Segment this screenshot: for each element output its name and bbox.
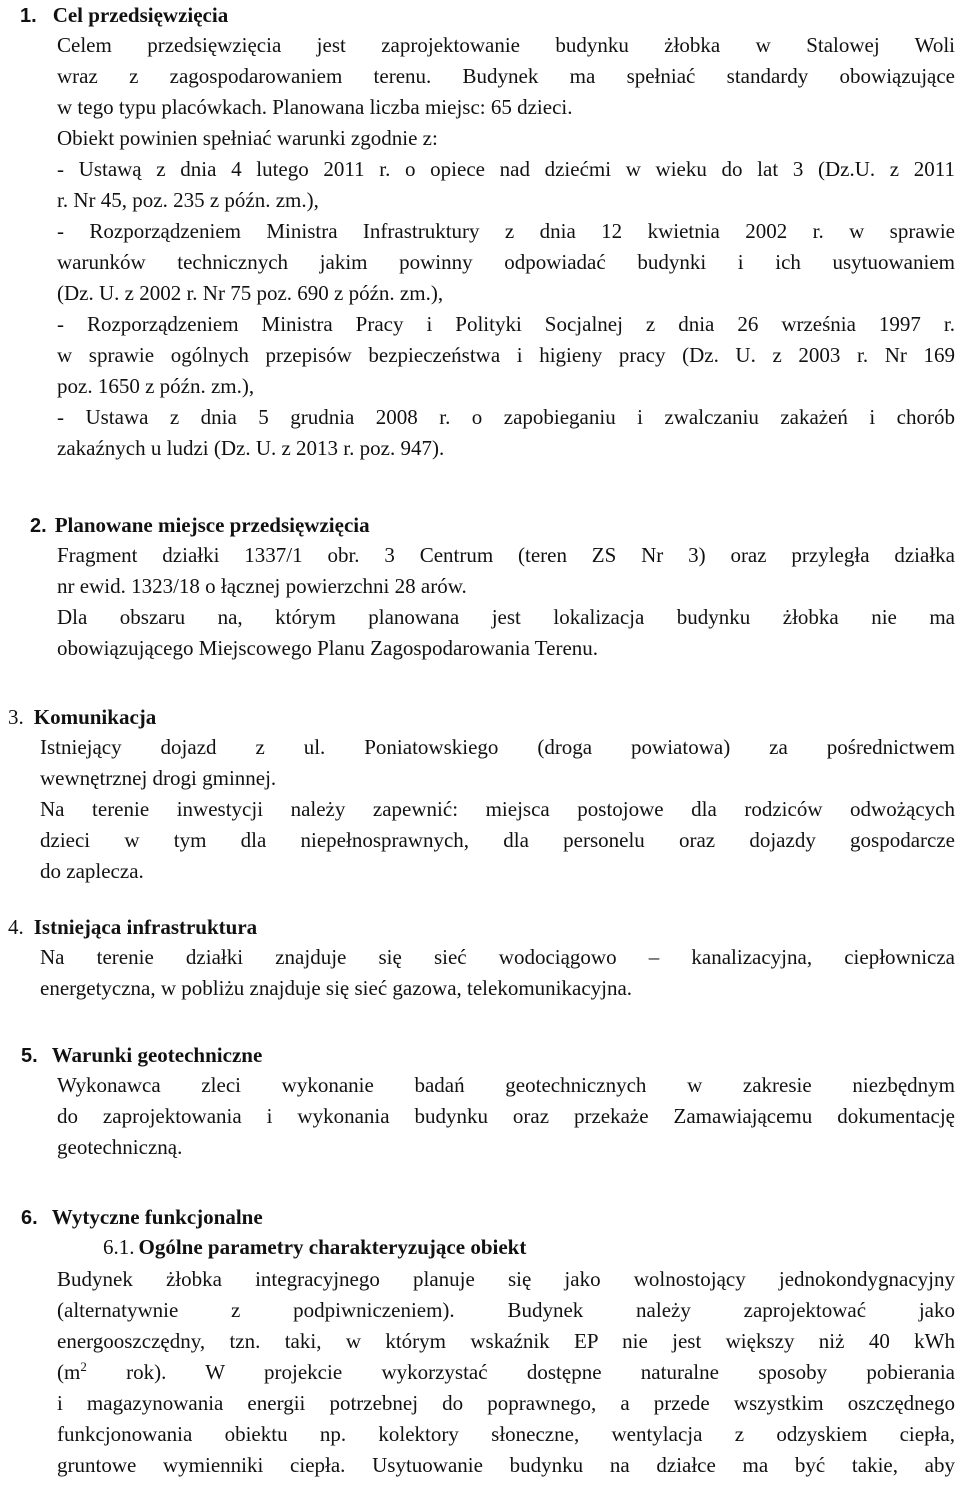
section-title: Planowane miejsce przedsięwzięcia	[54, 513, 370, 537]
text-line: geotechniczną.	[57, 1135, 183, 1159]
text-line: zakaźnych u ludzi (Dz. U. z 2013 r. poz. 947).	[57, 436, 445, 460]
section-4-heading	[0, 912, 955, 942]
section-3	[0, 702, 955, 887]
section-title: Warunki geotechniczne	[51, 1043, 263, 1067]
text-line: Obiekt powinien spełniać warunki zgodnie z:	[57, 126, 438, 150]
text-line: w sprawie ogólnych przepisów bezpieczeństwa i higieny pracy (Dz. U. z 2003 r. Nr 169	[57, 343, 955, 367]
text-line: - Ustawa z dnia 5 grudnia 2008 r. o zapobieganiu i zwalczaniu zakażeń i chorób	[57, 405, 955, 429]
section-4	[0, 912, 955, 1004]
section-2-body	[0, 540, 955, 664]
text-line: w tego typu placówkach. Planowana liczba miejsc: 65 dzieci.	[57, 95, 573, 119]
section-5-body	[0, 1070, 955, 1163]
text-line: wraz z zagospodarowaniem terenu. Budynek ma spełniać standardy obowiązujące	[57, 64, 955, 88]
subsection-6-1-heading	[0, 1232, 955, 1264]
text-line: Na terenie działki znajduje się sieć wodociągowo – kanalizacyjna, ciepłownicza	[40, 945, 955, 969]
text-line: Celem przedsięwzięcia jest zaprojektowanie budynku żłobka w Stalowej Woli	[57, 33, 955, 57]
text-line: warunków technicznych jakim powinny odpowiadać budynki i ich usytuowaniem	[57, 250, 955, 274]
section-number: 1.	[20, 5, 37, 27]
text-line: (Dz. U. z 2002 r. Nr 75 poz. 690 z późn. zm.),	[57, 281, 444, 305]
section-5-heading	[0, 1040, 955, 1070]
text-line: energetyczna, w pobliżu znajduje się sieć gazowa, telekomunikacyjna.	[40, 976, 633, 1000]
text-fragment: rok). W projekcie wykorzystać dostępne naturalne sposoby pobierania	[86, 1360, 955, 1384]
text-line: (alternatywnie z podpiwniczeniem). Budynek należy zaprojektować jako	[57, 1298, 955, 1322]
section-1-heading	[0, 0, 955, 30]
section-4-body	[0, 942, 955, 1004]
text-line: r. Nr 45, poz. 235 z późn. zm.),	[57, 188, 319, 212]
section-number: 2.	[30, 515, 47, 537]
text-line: funkcjonowania obiektu np. kolektory słoneczne, wentylacja z odzyskiem ciepła,	[57, 1422, 955, 1446]
section-title: Istniejąca infrastruktura	[33, 915, 258, 939]
text-line: wewnętrznej drogi gminnej.	[40, 766, 277, 790]
text-line: obowiązującego Miejscowego Planu Zagospodarowania Terenu.	[57, 636, 599, 660]
text-line: i magazynowania energii potrzebnej do poprawnego, a przede wszystkim oszczędnego	[57, 1391, 955, 1415]
section-number: 3.	[8, 705, 24, 729]
text-line: nr ewid. 1323/18 o łącznej powierzchni 28 arów.	[57, 574, 467, 598]
section-6-body	[0, 1264, 955, 1481]
section-title: Cel przedsięwzięcia	[52, 3, 229, 27]
section-1	[0, 0, 955, 464]
text-line: do zaprojektowania i wykonania budynku oraz przekaże Zamawiającemu dokumentację	[57, 1104, 955, 1128]
text-line: gruntowe wymienniki ciepła. Usytuowanie budynku na działce ma być takie, aby	[57, 1453, 955, 1477]
text-fragment: (m	[57, 1360, 81, 1384]
text-line: Dla obszaru na, którym planowana jest lokalizacja budynku żłobka nie ma	[57, 605, 955, 629]
section-6	[0, 1202, 955, 1481]
superscript: 2	[80, 1359, 87, 1374]
section-3-heading	[0, 702, 955, 732]
text-line: Istniejący dojazd z ul. Poniatowskiego (droga powiatowa) za pośrednictwem	[40, 735, 955, 759]
subsection-title: Ogólne parametry charakteryzujące obiekt	[138, 1235, 527, 1259]
section-2-heading	[0, 510, 955, 540]
text-line: - Ustawą z dnia 4 lutego 2011 r. o opiece nad dziećmi w wieku do lat 3 (Dz.U. z 2011	[57, 157, 955, 181]
subsection-number: 6.1.	[103, 1235, 135, 1259]
text-line: - Rozporządzeniem Ministra Pracy i Polityki Socjalnej z dnia 26 września 1997 r.	[57, 312, 955, 336]
text-line-with-superscript	[57, 1357, 955, 1388]
text-line: Fragment działki 1337/1 obr. 3 Centrum (teren ZS Nr 3) oraz przyległa działka	[57, 543, 955, 567]
section-1-body	[0, 30, 955, 464]
text-line: Wykonawca zleci wykonanie badań geotechnicznych w zakresie niezbędnym	[57, 1073, 955, 1097]
section-6-heading	[0, 1202, 955, 1232]
section-title: Komunikacja	[33, 705, 157, 729]
section-5	[0, 1040, 955, 1163]
section-number: 4.	[8, 915, 24, 939]
text-line: poz. 1650 z późn. zm.),	[57, 374, 255, 398]
text-line: Na terenie inwestycji należy zapewnić: miejsca postojowe dla rodziców odwożących	[40, 797, 955, 821]
section-number: 6.	[21, 1207, 38, 1229]
section-title: Wytyczne funkcjonalne	[51, 1205, 263, 1229]
text-line: energooszczędny, tzn. taki, w którym wskaźnik EP nie jest większy niż 40 kWh	[57, 1329, 955, 1353]
section-2	[0, 510, 955, 664]
section-number: 5.	[21, 1045, 38, 1067]
text-line: dzieci w tym dla niepełnosprawnych, dla personelu oraz dojazdy gospodarcze	[40, 828, 955, 852]
text-line: do zaplecza.	[40, 859, 144, 883]
section-3-body	[0, 732, 955, 887]
text-line: - Rozporządzeniem Ministra Infrastruktury z dnia 12 kwietnia 2002 r. w sprawie	[57, 219, 955, 243]
text-line: Budynek żłobka integracyjnego planuje się jako wolnostojący jednokondygnacyjny	[57, 1267, 955, 1291]
